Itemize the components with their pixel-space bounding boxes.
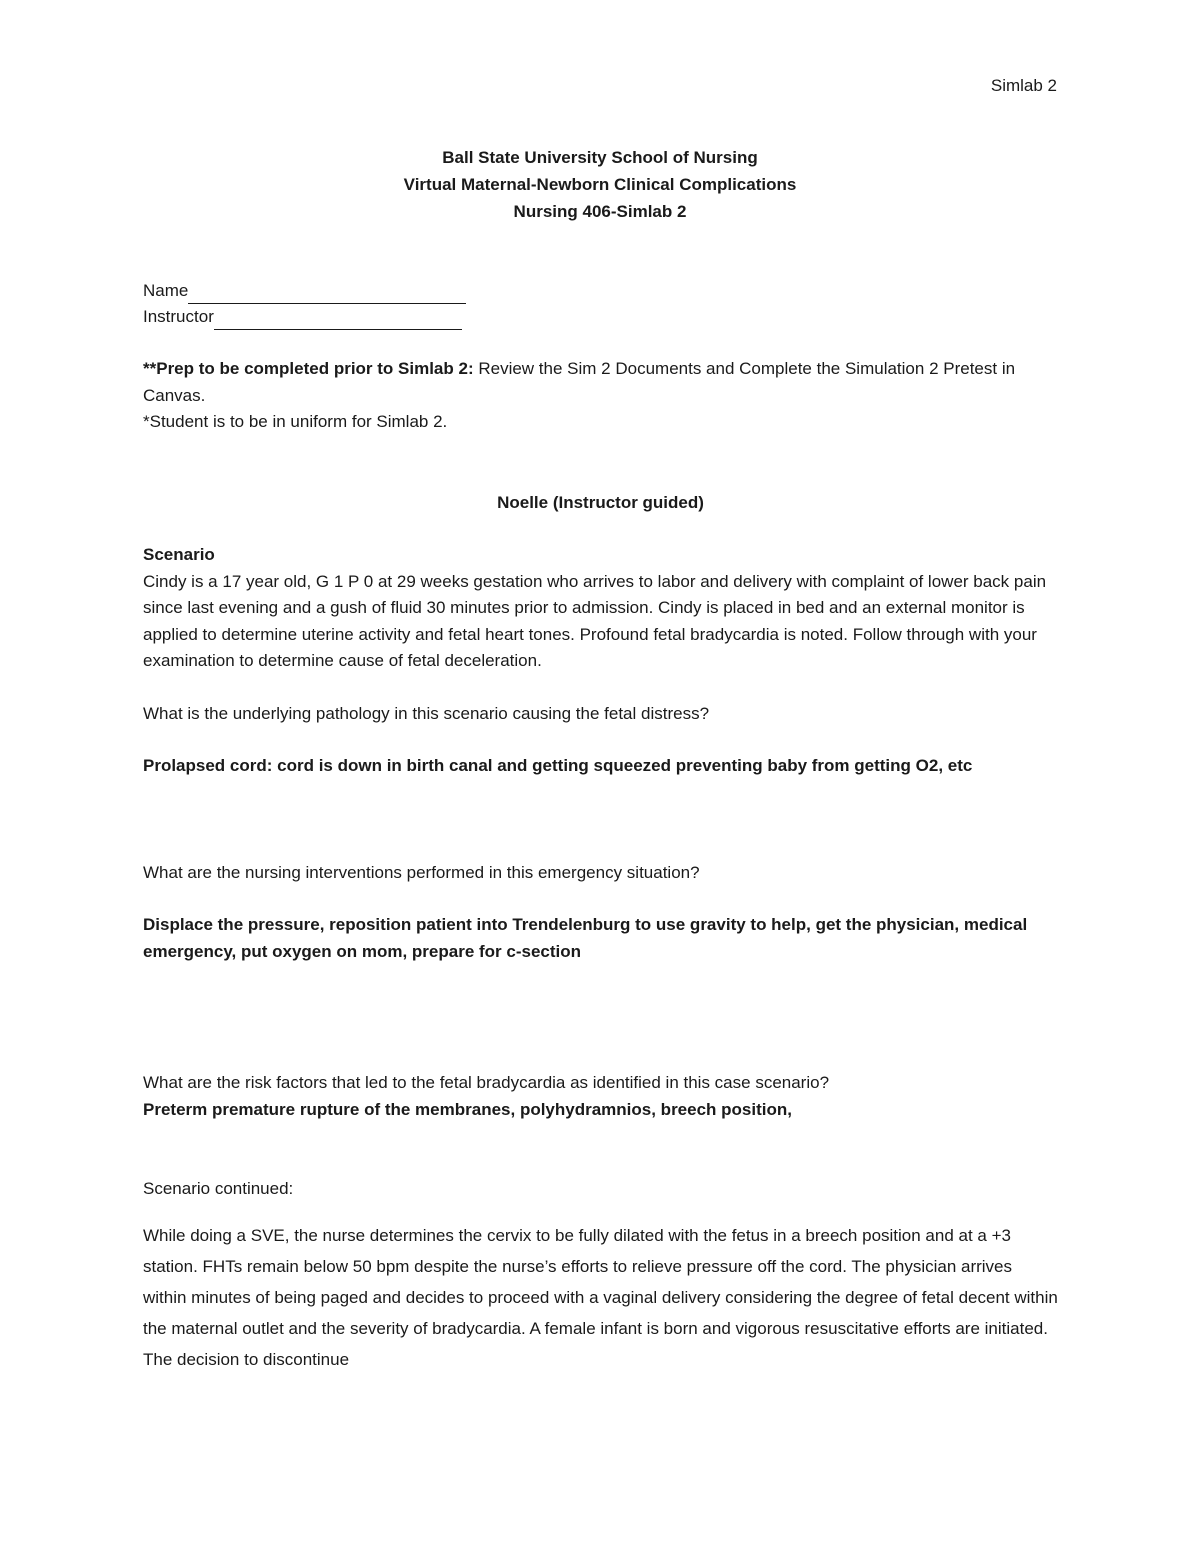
section-heading: Noelle (Instructor guided) [497,492,704,512]
title-line-3: Nursing 406-Simlab 2 [513,202,687,221]
prep-instructions [143,356,1058,409]
name-label: Name [143,280,189,300]
prep-lead: **Prep to be completed prior to Simlab 2: [143,359,474,378]
instructor-field [143,304,1058,330]
title-line-2: Virtual Maternal-Newborn Clinical Complications [403,175,797,194]
prep-text: Review the Sim 2 Documents and Complete the Simulation 2 Pretest in Canvas. [143,359,1016,405]
scenario-text: Cindy is a 17 year old, G 1 P 0 at 29 weeks gestation who arrives to labor and delivery with complaint of lower back pain since last evening and a gush of fluid 30 minutes prior to admission. Cindy is placed in bed and an external monitor is applied to determine uterine activity and fetal heart tones. Profound fetal bradycardia is noted. Follow through with your examination to determine cause of fetal deceleration. [143,571,1047,670]
scenario-label: Scenario [143,545,215,564]
answer-3: Preterm premature rupture of the membranes, polyhydramnios, breech position, [143,1099,792,1119]
answer-1: Prolapsed cord: cord is down in birth canal and getting squeezed preventing baby from getting O2, etc [143,756,973,775]
question-2: What are the nursing interventions performed in this emergency situation? [143,862,700,882]
scenario-continued-label: Scenario continued: [143,1179,294,1198]
uniform-note: *Student is to be in uniform for Simlab 2. [143,412,448,431]
name-field [143,278,1058,304]
scenario-continued-text: While doing a SVE, the nurse determines the cervix to be fully dilated with the fetus in a breech position and at a +3 station. FHTs remain below 50 bpm despite the nurse’s efforts to relieve pressure off the cord. The physician arrives within minutes of being paged and decides to proceed with a vaginal delivery considering the degree of fetal decent within the maternal outlet and the severity of bradycardia. A female infant is born and vigorous resuscitative efforts are initiated. The decision to discontinue [143,1225,1058,1369]
document-title [0,144,1200,225]
title-line-1: Ball State University School of Nursing [442,148,758,167]
answer-2: Displace the pressure, reposition patient into Trendelenburg to use gravity to help, get the physician, medical emergency, put oxygen on mom, prepare for c-section [143,915,1028,961]
instructor-blank-line[interactable] [214,311,462,330]
question-3: What are the risk factors that led to the fetal bradycardia as identified in this case scenario? [143,1073,830,1092]
question-1: What is the underlying pathology in this scenario causing the fetal distress? [143,703,710,723]
document-body [143,278,1058,1375]
name-blank-line[interactable] [188,285,466,304]
running-head: Simlab 2 [990,76,1057,95]
instructor-label: Instructor [143,306,214,326]
